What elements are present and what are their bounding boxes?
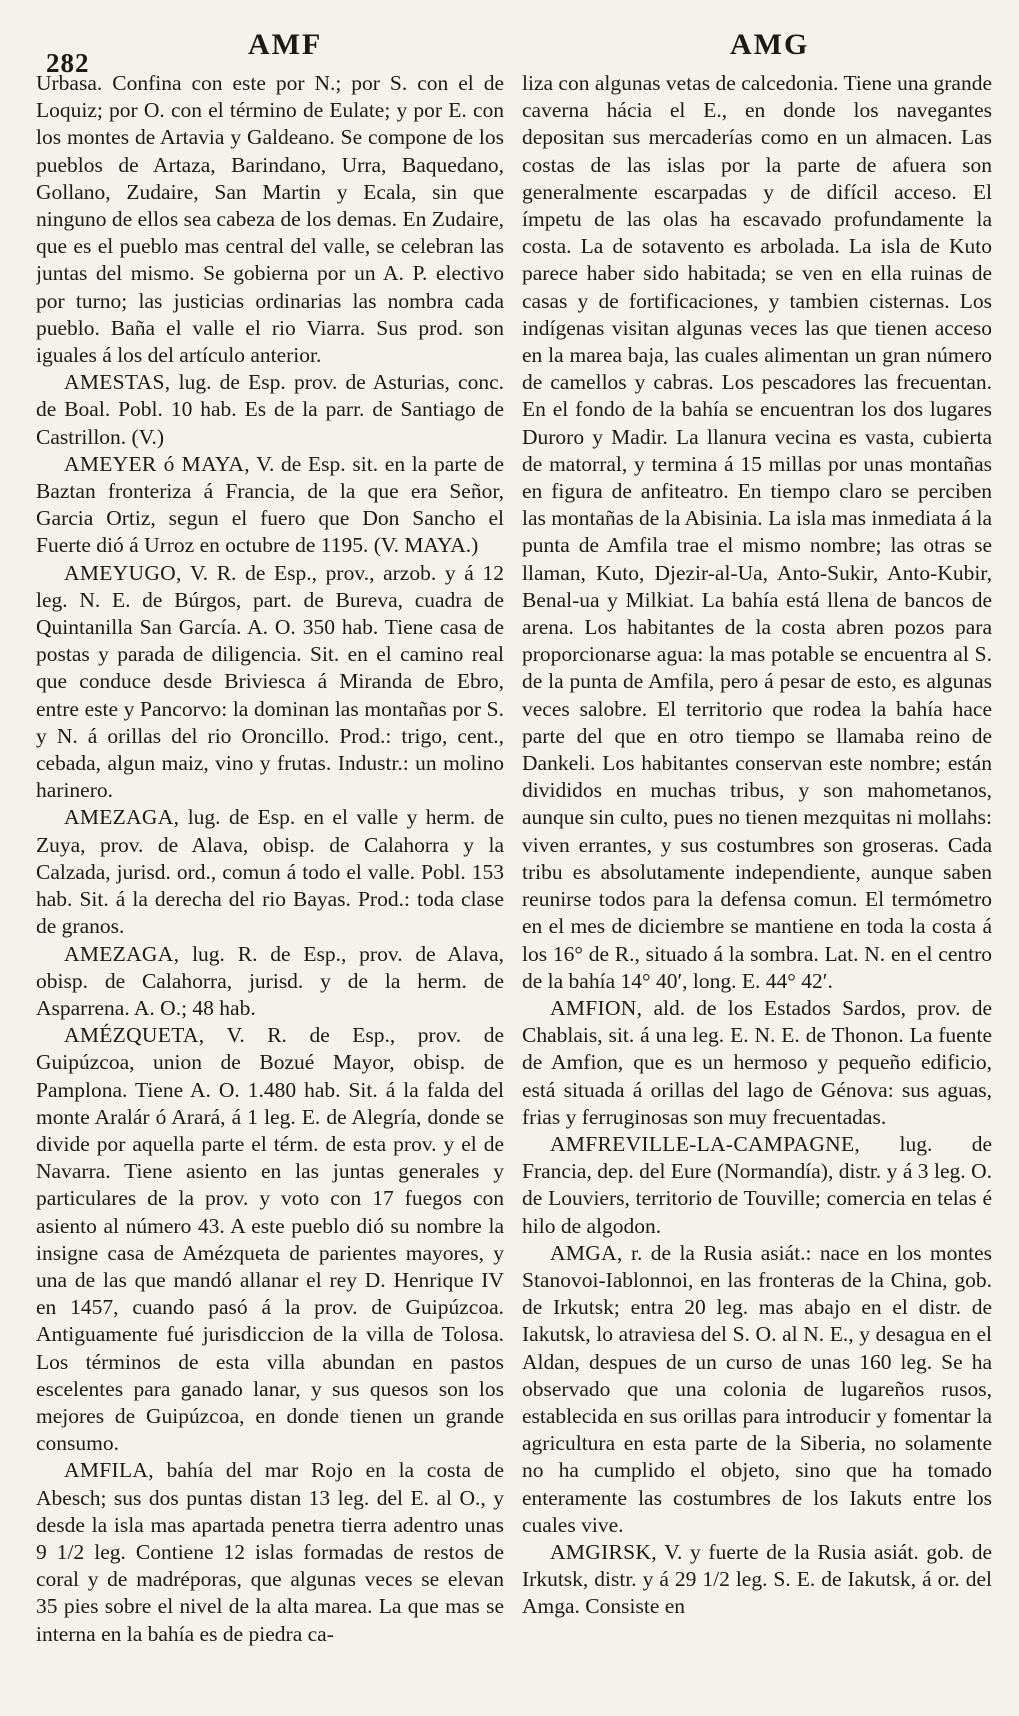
entry-amezaga-zuya xyxy=(36,804,504,940)
entry-headword: AMEZAGA, xyxy=(64,805,180,830)
entry-headword: AMGA, xyxy=(550,1240,623,1265)
entry-text: lug. de Esp. prov. de Asturias, conc. de Boal. Pobl. 10 hab. Es de la parr. de Santiago de Castrillon. (V.) xyxy=(36,370,504,449)
entry-text: lug. R. de Esp., prov. de Alava, obisp. de Calahorra, jurisd. y de la herm. de Asparrena. A. O.; 48 hab. xyxy=(36,941,504,1020)
running-head-right: AMG xyxy=(730,28,810,61)
entry-amezaga-alava xyxy=(36,941,504,1023)
entry-text: bahía del mar Rojo en la costa de Abesch; sus dos puntas distan 13 leg. del E. al O., y desde la isla mas apartada penetra tierra adentro unas 9 1/2 leg. Contiene 12 islas formadas de restos de coral y de madréporas, que algunas veces se elevan 35 pies sobre el nivel de la alta marea. La que mas se interna en la bahía es de piedra ca- xyxy=(36,1458,504,1646)
entry-headword: AMGIRSK, xyxy=(550,1539,657,1564)
entry-text: lug. de Francia, dep. del Eure (Normandía), distr. y á 3 leg. O. de Louviers, territorio de Touville; comercia en telas é hilo de algodon. xyxy=(522,1131,992,1238)
entry-continuation xyxy=(36,70,504,369)
entry-text: lug. de Esp. en el valle y herm. de Zuya, prov. de Alava, obisp. de Calahorra y la Calzada, jurisd. ord., comun á todo el valle. Pobl. 153 hab. Sit. á la derecha del rio Bayas. Prod.: toda clase de granos. xyxy=(36,805,504,939)
entry-headword: AMESTAS, xyxy=(64,370,171,395)
entry-text: V. y fuerte de la Rusia asiát. gob. de Irkutsk, distr. y á 29 1/2 leg. S. E. de Iakutsk, á or. del Amga. Consiste en xyxy=(522,1539,992,1619)
entry-headword: AMEYER ó MAYA, xyxy=(64,451,250,476)
entry-headword: AMFREVILLE-LA-CAMPAGNE, xyxy=(550,1131,861,1156)
entry-ameyer xyxy=(36,451,504,560)
entry-text: ald. de los Estados Sardos, prov. de Chablais, sit. á una leg. E. N. E. de Thonon. La fuente de Amfion, que es un hermoso y pequeño edificio, está situada á orillas del lago de Génova: sus aguas, frias y ferruginosas son muy frecuentadas. xyxy=(522,995,992,1129)
entry-amfreville xyxy=(522,1131,992,1240)
entry-text: Urbasa. Confina con este por N.; por S. con el de Loquiz; por O. con el término de Eulate; y por E. con los montes de Artavia y Galdeano. Se compone de los pueblos de Artaza, Barindano, Urra, Baquedano, Gollano, Zudaire, San Martin y Ecala, sin que ninguno de ellos sea cabeza de los demas. En Zudaire, que es el pueblo mas central del valle, se celebran las juntas del mismo. Se gobierna por un A. P. electivo por turno; las justicias ordinarias las nombra cada pueblo. Baña el valle el rio Viarra. Sus prod. son iguales á los del artículo anterior. xyxy=(36,71,504,368)
running-head-left: AMF xyxy=(248,28,323,61)
entry-ameyugo xyxy=(36,560,504,805)
right-column xyxy=(522,70,992,1706)
entry-amezqueta xyxy=(36,1022,504,1457)
left-column xyxy=(36,70,504,1706)
entry-headword: AMÉZQUETA, xyxy=(64,1023,205,1048)
entry-text: liza con algunas vetas de calcedonia. Tiene una grande caverna hácia el E., en donde los navegantes depositan sus mercaderías como en un almacen. Las costas de las islas por la parte de afuera son generalmente escarpadas y de difícil acceso. El ímpetu de las olas ha escavado profundamente la costa. La de sotavento es arbolada. La isla de Kuto parece haber sido habitada; se ven en ella ruinas de casas y de fortificaciones, y tambien cisternas. Los indígenas visitan algunas veces las que tienen acceso en la marea baja, las cuales alimentan un gran número de camellos y cabras. Los pescadores las frecuentan. En el fondo de la bahía se encuentran los dos lugares Duroro y Madir. La llanura vecina es vasta, cubierta de matorral, y termina á 15 millas por unas montañas en figura de anfiteatro. En tiempo claro se perciben las montañas de la Abisinia. La isla mas inmediata á la punta de Amfila trae el mismo nombre; las otras se llaman, Kuto, Djezir-al-Ua, Anto-Sukir, Anto-Kubir, Benal-ua y Milkiat. La bahía está llena de bancos de arena. Los habitantes de la costa abren pozos para proporcionarse agua: la mas potable se encuentra al S. de la punta de Amfila, pero á pesar de esto, es algunas veces salobre. El territorio que rodea la bahía hace parte del que en otro tiempo se llamaba reino de Dankeli. Los habitantes conservan este nombre; están divididos en muchas tribus, y son mahometanos, aunque sin culto, pues no tienen mezquitas ni mollahs: viven errantes, y sus costumbres son groseras. Cada tribu es absolutamente independiente, aunque saben reunirse todos para la defensa comun. El termómetro en el mes de diciembre se mantiene en toda la costa á los 16° de R., situado á la sombra. Lat. N. en el centro de la bahía 14° 40′, long. E. 44° 42′. xyxy=(522,71,992,993)
entry-text: V. R. de Esp., prov., arzob. y á 12 leg. N. E. de Búrgos, part. de Bureva, cuadra de Quintanilla San García. A. O. 350 hab. Tiene casa de postas y parada de diligencia. Sit. en el camino real que conduce desde Briviesca á Miranda de Ebro, entre este y Pancorvo: la dominan las montañas por S. y N. á orillas del rio Oroncillo. Prod.: trigo, cent., cebada, algun maiz, vino y frutas. Industr.: un molino harinero. xyxy=(36,560,504,803)
entry-text: V. R. de Esp., prov. de Guipúzcoa, union de Bozué Mayor, obisp. de Pamplona. Tiene A. O. 1.480 hab. Sit. á la falda del monte Aralár ó Arará, á 1 leg. E. de Alegría, donde se divide por aquella parte el térm. de esta prov. y el de Navarra. Tiene asiento en las juntas generales y particulares de la prov. y voto con 17 fuegos con asiento al número 43. A este pueblo dió su nombre la insigne casa de Amézqueta de parientes mayores, y una de las que mandó allanar el rey D. Henrique IV en 1457, cuando pasó á la prov. de Guipúzcoa. Antiguamente fué jurisdiccion de la villa de Tolosa. Los términos de esta villa abundan en pastos escelentes para ganado lanar, y sus quesos son los mejores de Guipúzcoa, en donde tienen un grande consumo. xyxy=(36,1023,504,1456)
entry-headword: AMFILA, xyxy=(64,1458,154,1483)
entry-headword: AMEYUGO, xyxy=(64,560,182,585)
entry-text: r. de la Rusia asiát.: nace en los montes Stanovoi-Iablonnoi, en las fronteras de la China, gob. de Irkutsk; entra 20 leg. mas abajo en el distr. de Iakutsk, lo atraviesa del S. O. al N. E., y desagua en el Aldan, despues de un curso de unas 160 leg. Se ha observado que una colonia de lugareños rusos, establecida en sus orillas para introducir y fomentar la agricultura en esta parte de la Siberia, no solamente no ha cumplido el objeto, sino que ha tomado enteramente las costumbres de los Iakuts entre los cuales vive. xyxy=(522,1240,992,1537)
entry-headword: AMFION, xyxy=(550,995,643,1020)
entry-amgirsk xyxy=(522,1539,992,1621)
entry-text: V. de Esp. sit. en la parte de Baztan fronteriza á Francia, de la que era Señor, Garcia Ortiz, segun el fuero que Don Sancho el Fuerte dió á Urroz en octubre de 1195. (V. MAYA.) xyxy=(36,451,504,558)
entry-amfila xyxy=(36,1457,504,1647)
page-number: 282 xyxy=(46,48,90,78)
entry-headword: AMEZAGA, xyxy=(64,941,180,966)
entry-amfion xyxy=(522,995,992,1131)
entry-amga xyxy=(522,1240,992,1539)
entry-amestas xyxy=(36,369,504,451)
entry-continuation xyxy=(522,70,992,995)
